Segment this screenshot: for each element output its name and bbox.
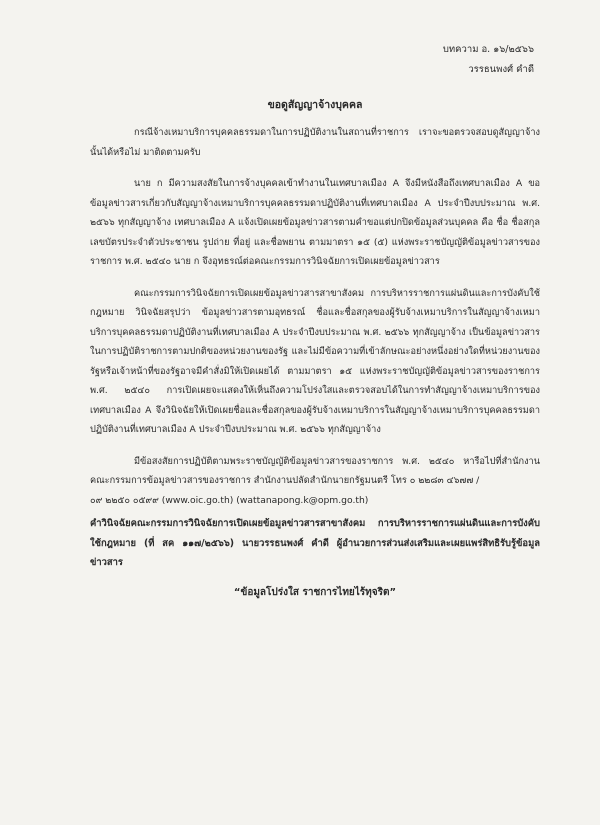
- ruling-paragraph: คณะกรรมการวินิจฉัยการเปิดเผยข้อมูลข่าวสารสาขาสังคม การบริหารราชการแผ่นดินและการบังคับใช้กฎหมาย วินิจฉัยสรุปว่า ข้อมูลข่าวสารตามอุทธรณ์ ชื่อและชื่อสกุลของผู้รับจ้างเหมาบริการในสัญญาจ้างเหมาบริการบุคคลธรรมดาปฏิบัติงานที่เทศบาลเมือง A ประจำปีงบประมาณ พ.ศ. ๒๕๖๖ ทุกสัญญาจ้าง เป็นข้อมูลข่าวสารในการปฏิบัติราชการตามปกติของหน่วยงานของรัฐ และไม่มีข้อความที่เข้าลักษณะอย่างหนึ่งอย่างใดที่หน่วยงานของรัฐหรือเจ้าหน้าที่ของรัฐอาจมีคำสั่งมิให้เปิดเผยได้ ตามมาตรา ๑๕ แห่งพระราชบัญญัติข้อมูลข่าวสารของราชการ พ.ศ. ๒๕๔๐ การเปิดเผยจะแสดงให้เห็นถึงความโปร่งใสและตรวจสอบได้ในการทำสัญญาจ้างเหมาบริการของเทศบาลเมือง A จึงวินิจฉัยให้เปิดเผยชื่อและชื่อสกุลของผู้รับจ้างเหมาบริการในสัญญาจ้างเหมาบริการบุคคลธรรมดาปฏิบัติงานที่เทศบาลเมือง A ประจำปีงบประมาณ พ.ศ. ๒๕๖๖ ทุกสัญญาจ้าง: [90, 287, 540, 435]
- slogan: “ข้อมูลโปร่งใส ราชการไทยไร้ทุจริต”: [233, 586, 397, 598]
- facts-paragraph: นาย ก มีความสงสัยในการจ้างบุคคลเข้าทำงานในเทศบาลเมือง A จึงมีหนังสือถึงเทศบาลเมือง A ขอข้อมูลข่าวสารเกี่ยวกับสัญญาจ้างเหมาบริการบุคคลธรรมดาปฏิบัติงานที่เทศบาลเมือง A ประจำปีงบประมาณ พ.ศ. ๒๕๖๖ ทุกสัญญาจ้าง เทศบาลเมือง A แจ้งเปิดเผยข้อมูลข่าวสารตามคำขอแต่ปกปิดข้อมูลส่วนบุคคล คือ ชื่อ ชื่อสกุล เลขบัตรประจำตัวประชาชน รูปถ่าย ที่อยู่ และชื่อพยาน ตามมาตรา ๑๕ (๕) แห่งพระราชบัญญัติข้อมูลข่าวสารของราชการ พ.ศ. ๒๕๔๐ นาย ก จึงอุทธรณ์ต่อคณะกรรมการวินิจฉัยการเปิดเผยข้อมูลข่าวสาร: [90, 178, 540, 267]
- article-reference: [90, 40, 540, 80]
- contact-paragraph: มีข้อสงสัยการปฏิบัติตามพระราชบัญญัติข้อมูลข่าวสารของราชการ พ.ศ. ๒๕๔๐ หารือไปที่สำนักงานคณะกรรมการข้อมูลข่าวสารของราชการ สำนักงานปลัดสำนักนายกรัฐมนตรี โทร ๐ ๒๒๘๓ ๔๖๗๗ /: [90, 455, 540, 486]
- author-name: วรรธนพงศ์ คำดี: [468, 64, 534, 75]
- closing-paragraph: คำวินิจฉัยคณะกรรมการวินิจฉัยการเปิดเผยข้อมูลข่าวสารสาขาสังคม การบริหารราชการแผ่นดินและการบังคับใช้กฎหมาย (ที่ สค ๑๑๗/๒๕๖๖) นายวรรธนพงศ์ คำดี ผู้อำนวยการส่วนส่งเสริมและเผยแพร่สิทธิรับรู้ข้อมูลข่าวสาร: [90, 518, 540, 568]
- intro-paragraph: กรณีจ้างเหมาบริการบุคคลธรรมดาในการปฏิบัติงานในสถานที่ราชการ เราจะขอตรวจสอบดูสัญญาจ้างนั้นได้หรือไม่ มาติดตามครับ: [90, 127, 540, 158]
- contact-line: ๐๙ ๒๒๕๐ ๐๕๙๙ (www.oic.go.th) (wattanapong.k@opm.go.th): [90, 494, 369, 506]
- reference-number: บทความ อ. ๑๖/๒๕๖๖: [442, 44, 534, 55]
- document-title: ขอดูสัญญาจ้างบุคคล: [267, 99, 363, 111]
